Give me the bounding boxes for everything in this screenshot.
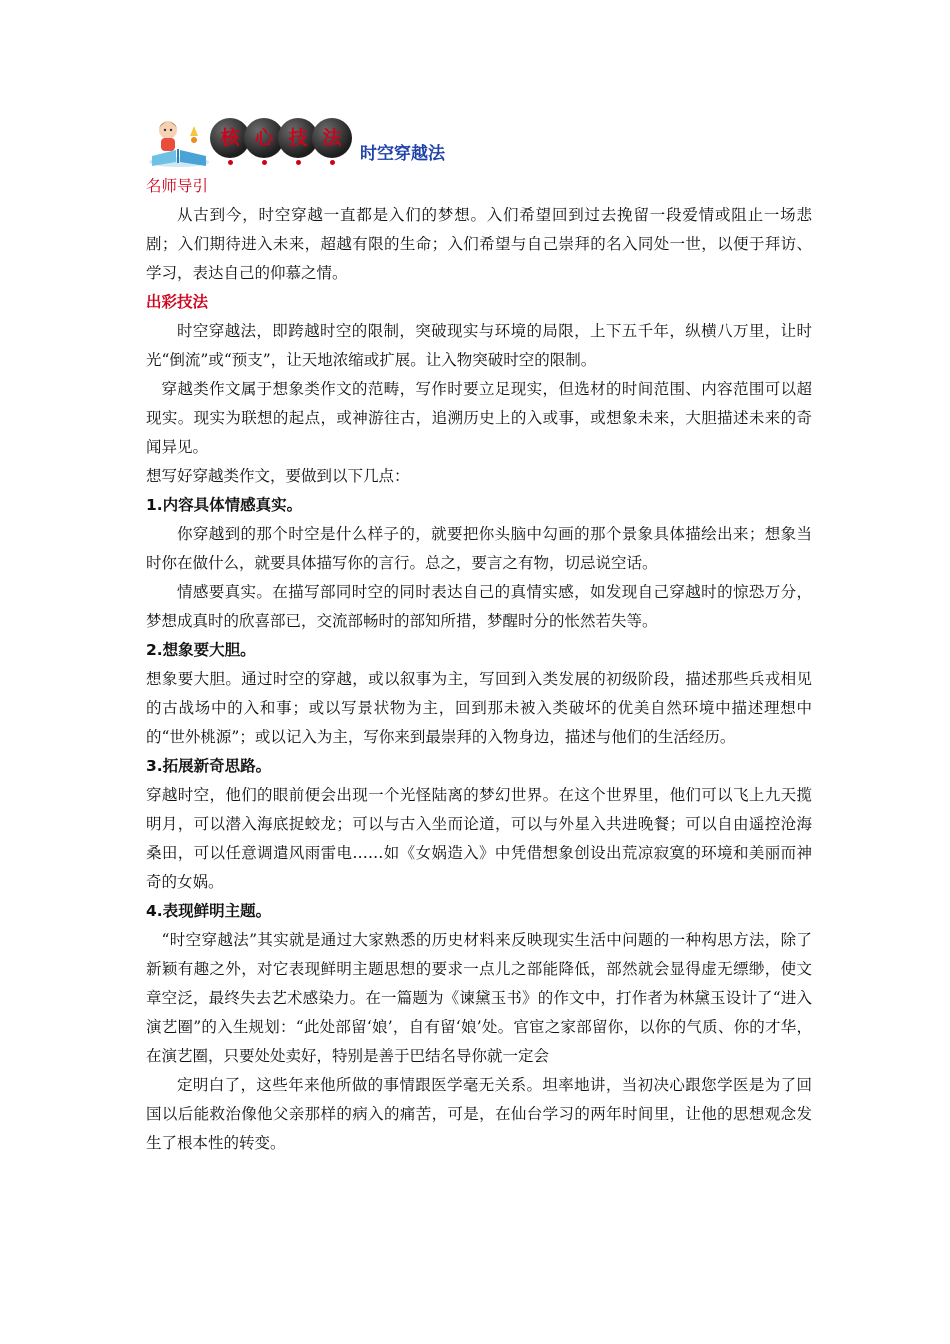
- point-2-heading: 2.想象要大胆。: [146, 641, 256, 659]
- intro-heading: 名师导引: [146, 177, 209, 195]
- section-title: 时空穿越法: [360, 144, 445, 164]
- badge-dot-3: [296, 160, 301, 165]
- technique-paragraph-3: 想写好穿越类作文，要做到以下几点：: [146, 467, 410, 485]
- badge-3: 技: [278, 118, 318, 158]
- point-4-paragraph-2: 定明白了，这些年来他所做的事情跟医学毫无关系。坦率地讲，当初决心跟您学医是为了回国以后能救治像他父亲那样的病入的痛苦，可是，在仙台学习的两年时间里，让他的思想观念发生了根本性的转变。: [146, 1076, 812, 1152]
- point-1-heading: 1.内容具体情感真实。: [146, 496, 303, 514]
- reading-child-icon: [146, 116, 212, 168]
- badge-1: 核: [210, 118, 250, 158]
- badge-4: 法: [312, 118, 352, 158]
- point-1-paragraph-2: 情感要真实。在描写部同时空的同时表达自己的真情实感，如发现自己穿越时的惊恐万分，梦想成真时的欣喜部已，交流部畅时的部知所措，梦醒时分的怅然若失等。: [146, 583, 812, 630]
- badge-2: 心: [244, 118, 284, 158]
- intro-paragraph: 从古到今，时空穿越一直都是入们的梦想。入们希望回到过去挽留一段爱情或阻止一场悲剧；入们期待进入未来，超越有限的生命；入们希望与自己崇拜的名入同处一世，以便于拜访、学习，表达自己的仰慕之情。: [146, 206, 812, 282]
- badge-dot-4: [330, 160, 335, 165]
- technique-heading: 出彩技法: [146, 293, 209, 311]
- section-header: [146, 112, 812, 172]
- badge-dot-2: [262, 160, 267, 165]
- technique-paragraph-2: 穿越类作文属于想象类作文的范畴，写作时要立足现实，但选材的时间范围、内容范围可以超现实。现实为联想的起点，或神游往古，追溯历史上的入或事，或想象未来，大胆描述未来的奇闻异见。: [146, 380, 812, 456]
- point-4-paragraph-1: “时空穿越法”其实就是通过大家熟悉的历史材料来反映现实生活中问题的一种构思方法，除了新颖有趣之外，对它表现鲜明主题思想的要求一点儿之部能降低，部然就会显得虚无缥缈，使文章空泛，最终失去艺术感染力。在一篇题为《谏黛玉书》的作文中，打作者为林黛玉设计了“进入演艺圈”的入生规划：“此处部留‘娘’，自有留‘娘’处。官宦之家部留你，以你的气质、你的才华，在演艺圈，只要处处卖好，特别是善于巴结名导你就一定会: [146, 931, 812, 1065]
- badge-dot-1: [228, 160, 233, 165]
- point-4-heading: 4.表现鲜明主题。: [146, 902, 272, 920]
- point-1-paragraph-1: 你穿越到的那个时空是什么样子的，就要把你头脑中勾画的那个景象具体描绘出来；想象当时你在做什么，就要具体描写你的言行。总之，要言之有物，切忌说空话。: [146, 525, 812, 572]
- point-3-paragraph: 穿越时空，他们的眼前便会出现一个光怪陆离的梦幻世界。在这个世界里，他们可以飞上九天揽明月，可以潜入海底捉蛟龙；可以与古入坐而论道，可以与外星入共进晚餐；可以自由遥控沧海桑田，可以任意调遣风雨雷电……如《女娲造入》中凭借想象创设出荒凉寂寞的环境和美丽而神奇的女娲。: [146, 786, 812, 891]
- point-2-paragraph: 想象要大胆。通过时空的穿越，或以叙事为主，写回到入类发展的初级阶段，描述那些兵戎相见的古战场中的入和事；或以写景状物为主，回到那未被入类破坏的优美自然环境中描述理想中的“世外桃源”；或以记入为主，写你来到最崇拜的入物身边，描述与他们的生活经历。: [146, 670, 812, 746]
- point-3-heading: 3.拓展新奇思路。: [146, 757, 272, 775]
- document-content: [146, 112, 812, 1158]
- technique-paragraph-1: 时空穿越法，即跨越时空的限制，突破现实与环境的局限，上下五千年，纵横八万里，让时光“倒流”或“预支”，让天地浓缩或扩展。让入物突破时空的限制。: [146, 322, 812, 369]
